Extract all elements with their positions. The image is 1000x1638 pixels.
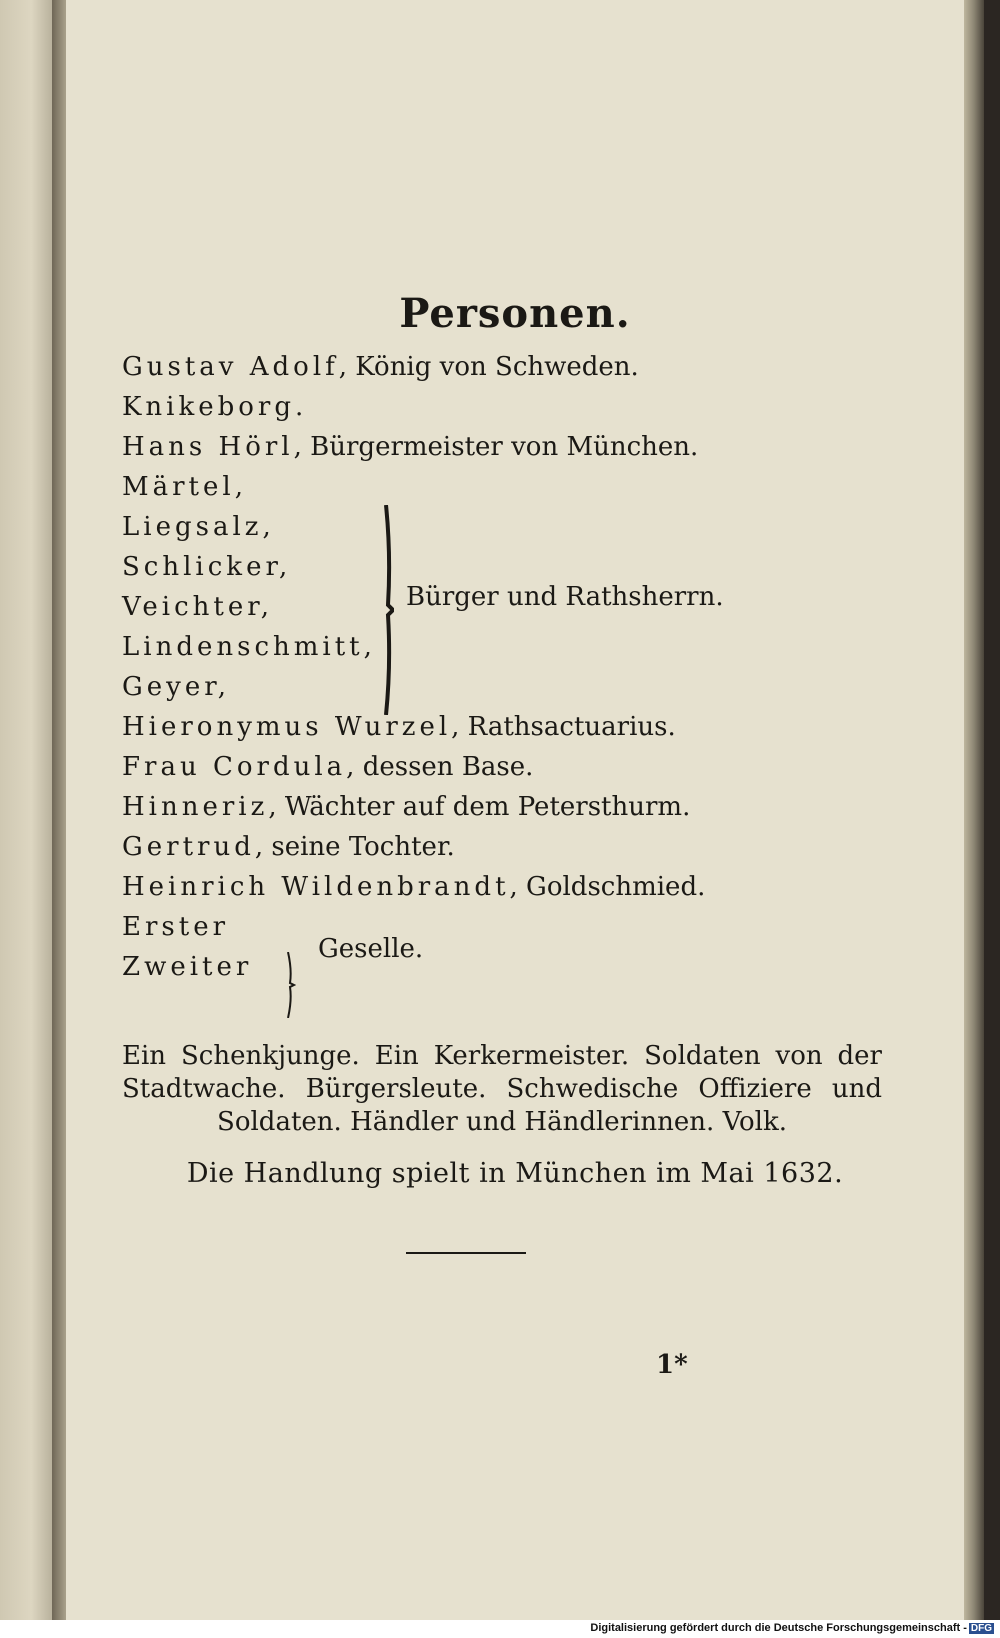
digitization-footer	[590, 1622, 994, 1634]
character-name: Knikeborg.	[122, 392, 308, 422]
page-right-edge	[964, 0, 984, 1620]
character-line	[122, 954, 252, 980]
character-line	[122, 434, 698, 460]
character-line	[122, 754, 533, 780]
character-name: Gertrud	[122, 832, 255, 862]
character-name: Zweiter	[122, 952, 253, 982]
character-line	[122, 834, 455, 860]
character-name: Märtel,	[122, 472, 247, 502]
character-line	[122, 874, 705, 900]
citizens-group-label: Bürger und Rathsherrn.	[406, 582, 724, 612]
character-role: , seine Tochter.	[254, 832, 455, 862]
character-line	[122, 914, 229, 940]
character-line	[122, 794, 690, 820]
character-line	[122, 594, 273, 620]
character-line	[122, 394, 307, 420]
character-name: Veichter,	[122, 592, 274, 622]
character-name: Hieronymus Wurzel	[122, 712, 452, 742]
character-name: Geyer,	[122, 672, 231, 702]
character-line	[122, 554, 291, 580]
character-role: , König von Schweden.	[338, 352, 639, 382]
character-role: , Bürgermeister von München.	[293, 432, 699, 462]
dfg-logo: DFG	[970, 1623, 992, 1634]
character-line	[122, 474, 247, 500]
character-role: , Wächter auf dem Petersthurm.	[268, 792, 691, 822]
citizens-brace	[382, 505, 394, 715]
character-name: Erster	[122, 912, 230, 942]
journeymen-group-label: Geselle.	[318, 934, 424, 964]
character-line	[122, 674, 230, 700]
character-role: , dessen Base.	[346, 752, 534, 782]
character-name: Heinrich Wildenbrandt	[122, 872, 510, 902]
character-line	[122, 634, 376, 660]
page-title: Personen.	[399, 290, 631, 337]
character-name: Liegsalz,	[122, 512, 275, 542]
setting-line: Die Handlung spielt in München im Mai 1632.	[186, 1158, 844, 1189]
journeymen-brace	[284, 952, 296, 1018]
character-line	[122, 514, 275, 540]
facing-page-edge	[0, 0, 52, 1620]
character-line	[122, 354, 639, 380]
character-line	[122, 714, 676, 740]
signature-mark: 1*	[656, 1350, 688, 1380]
character-role: , Goldschmied.	[509, 872, 706, 902]
character-name: Hans Hörl	[122, 432, 294, 462]
minor-roles-paragraph: Ein Schenkjunge. Ein Kerkermeister. Soldaten von der Stadtwache. Bürgersleute. Schwedische Offiziere und Soldaten. Händler und Händlerinnen. Volk.	[122, 1041, 882, 1137]
book-page	[66, 0, 964, 1620]
divider-rule	[406, 1252, 526, 1254]
book-gutter	[52, 0, 66, 1620]
character-role: , Rathsactuarius.	[451, 712, 676, 742]
footer-text: Digitalisierung gefördert durch die Deutsche Forschungsgemeinschaft -	[590, 1622, 967, 1634]
character-name: Schlicker,	[122, 552, 292, 582]
character-name: Frau Cordula	[122, 752, 347, 782]
character-name: Gustav Adolf	[122, 352, 339, 382]
character-name: Hinneriz	[122, 792, 269, 822]
character-name: Lindenschmitt,	[122, 632, 376, 662]
